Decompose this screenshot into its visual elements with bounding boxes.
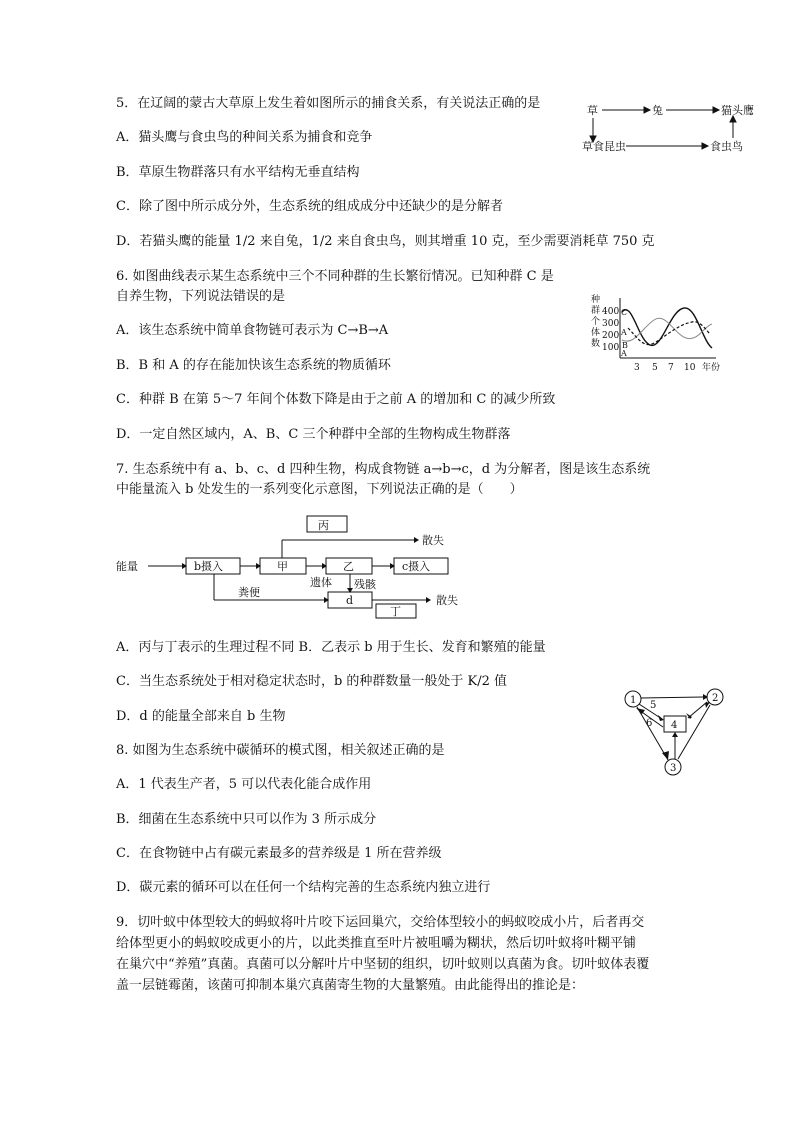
jia-label: 甲 [277,560,288,573]
node-4-label: 4 [671,720,678,731]
node-2-label: 2 [712,693,719,704]
ding-label: 丁 [390,605,401,618]
y-axis-label-char3: 个 [591,317,601,327]
y-axis-label-char1: 种 [591,295,601,305]
q5-option-c: C．除了图中所示成分外，生态系统的组成成分中还缺少的是分解者 [116,199,503,214]
q8-option-c: C．在食物链中占有碳元素最多的营养级是 1 所在营养级 [116,846,442,861]
q9-line3: 在巢穴中“养殖”真菌。真菌可以分解叶片中坚韧的组织，切叶蚁则以真菌为食。切叶蚁体表覆 [116,957,650,972]
curve-label-c: C [621,308,628,317]
c-intake-label: c摄入 [402,560,431,573]
curve-label-b: B [622,341,628,350]
residue-label: 残骸 [354,578,376,591]
lost-label-1: 散失 [422,534,444,547]
x-tick-10: 10 [684,363,696,373]
q7-stem-line2: 中能量流入 b 处发生的一系列变化示意图，下列说法正确的是（ ） [116,482,523,497]
d-label: d [346,594,354,607]
q7-option-c: C．当生态系统处于相对稳定状态时，b 的种群数量一般处于 K/2 值 [116,674,508,689]
grass-label: 草 [587,104,598,117]
node-3-label: 3 [670,763,677,774]
curve-c [622,308,712,348]
x-tick-7: 7 [668,363,674,373]
q9-line4: 盖一层链霉菌，该菌可抑制本巢穴真菌寄生物的大量繁殖。由此能得出的推论是： [116,978,585,993]
q8-option-a: A．1 代表生产者，5 可以代表化能合成作用 [116,777,372,792]
q7-option-ab: A．丙与丁表示的生理过程不同 B．乙表示 b 用于生长、发育和繁殖的能量 [116,640,546,655]
q7-stem-line1: 7. 生态系统中有 a、b、c、d 四种生物，构成食物链 a→b→c，d 为分解者，图是该生态系统 [116,462,651,477]
feces-label: 粪便 [238,586,260,599]
q6-population-chart [588,290,730,376]
q8-option-b: B．细菌在生态系统中只可以作为 3 所示成分 [116,812,377,827]
y-axis-label-char2: 群 [591,306,601,316]
y-axis-label-char5: 数 [591,339,601,349]
insect-label: 草食昆虫 [582,140,626,153]
q6-option-a: A．该生态系统中简单食物链可表示为 C→B→A [116,323,389,338]
bing-label: 丙 [318,519,329,532]
q6-option-c: C．种群 B 在第 5～7 年间个体数下降是由于之前 A 的增加和 C 的减少所致 [116,392,556,407]
q8-option-d: D．碳元素的循环可以在任何一个结构完善的生态系统内独立进行 [116,880,491,895]
q6-option-b: B．B 和 A 的存在能加快该生态系统的物质循环 [116,358,391,373]
x-axis-label: 年份 [702,363,721,373]
q5-stem: 5．在辽阔的蒙古大草原上发生着如图所示的捕食关系，有关说法正确的是 [116,96,541,111]
rabbit-label: 兔 [652,104,663,117]
q6-option-d: D．一定自然区域内，A、B、C 三个种群中全部的生物构成生物群落 [116,427,511,442]
q8-stem: 8. 如图为生态系统中碳循环的模式图，相关叙述正确的是 [116,743,445,758]
q7-energy-flow-diagram [114,512,474,620]
owl-label: 猫头鹰 [721,104,754,117]
arrow-6-label: 6 [646,718,653,729]
arrow-5-label: 5 [650,700,657,711]
q6-stem-line2: 自养生物，下列说法错误的是 [116,289,286,304]
q5-food-web-diagram [582,96,764,158]
y-tick-300: 300 [602,319,620,329]
yi-label: 乙 [343,560,354,573]
y-tick-400: 400 [602,307,620,317]
node-1-label: 1 [630,695,637,706]
x-tick-3: 3 [634,363,640,373]
b-intake-label: b摄入 [194,560,224,573]
y-axis-label-char4: 体 [591,328,601,338]
energy-label: 能量 [116,560,138,573]
lost-label-2: 散失 [436,594,458,607]
q5-option-a: A．猫头鹰与食虫鸟的种间关系为捕食和竞争 [116,130,373,145]
curve-label-a-left: A [621,328,627,337]
q8-carbon-cycle-diagram [618,686,730,778]
q9-line1: 9．切叶蚁中体型较大的蚂蚁将叶片咬下运回巢穴，交给体型较小的蚂蚁咬成小片，后者再交 [116,915,645,930]
q5-option-d: D．若猫头鹰的能量 1/2 来自兔，1/2 来自食虫鸟，则其增重 10 克，至少需要消耗草 750 克 [116,234,655,249]
y-tick-200: 200 [602,331,620,341]
curve-label-a: A [621,349,627,358]
q6-stem-line1: 6. 如图曲线表示某生态系统中三个不同种群的生长繁衍情况。已知种群 C 是 [116,269,554,284]
x-tick-5: 5 [652,363,658,373]
remains-label: 遗体 [310,576,332,589]
q7-option-d: D．d 的能量全部来自 b 生物 [116,709,286,724]
bird-label: 食虫鸟 [710,140,743,153]
q9-line2: 给体型更小的蚂蚁咬成更小的片，以此类推直至叶片被咀嚼为糊状，然后切叶蚁将叶糊平铺 [116,936,637,951]
q5-option-b: B．草原生物群落只有水平结构无垂直结构 [116,165,360,180]
y-tick-100: 100 [602,343,620,353]
